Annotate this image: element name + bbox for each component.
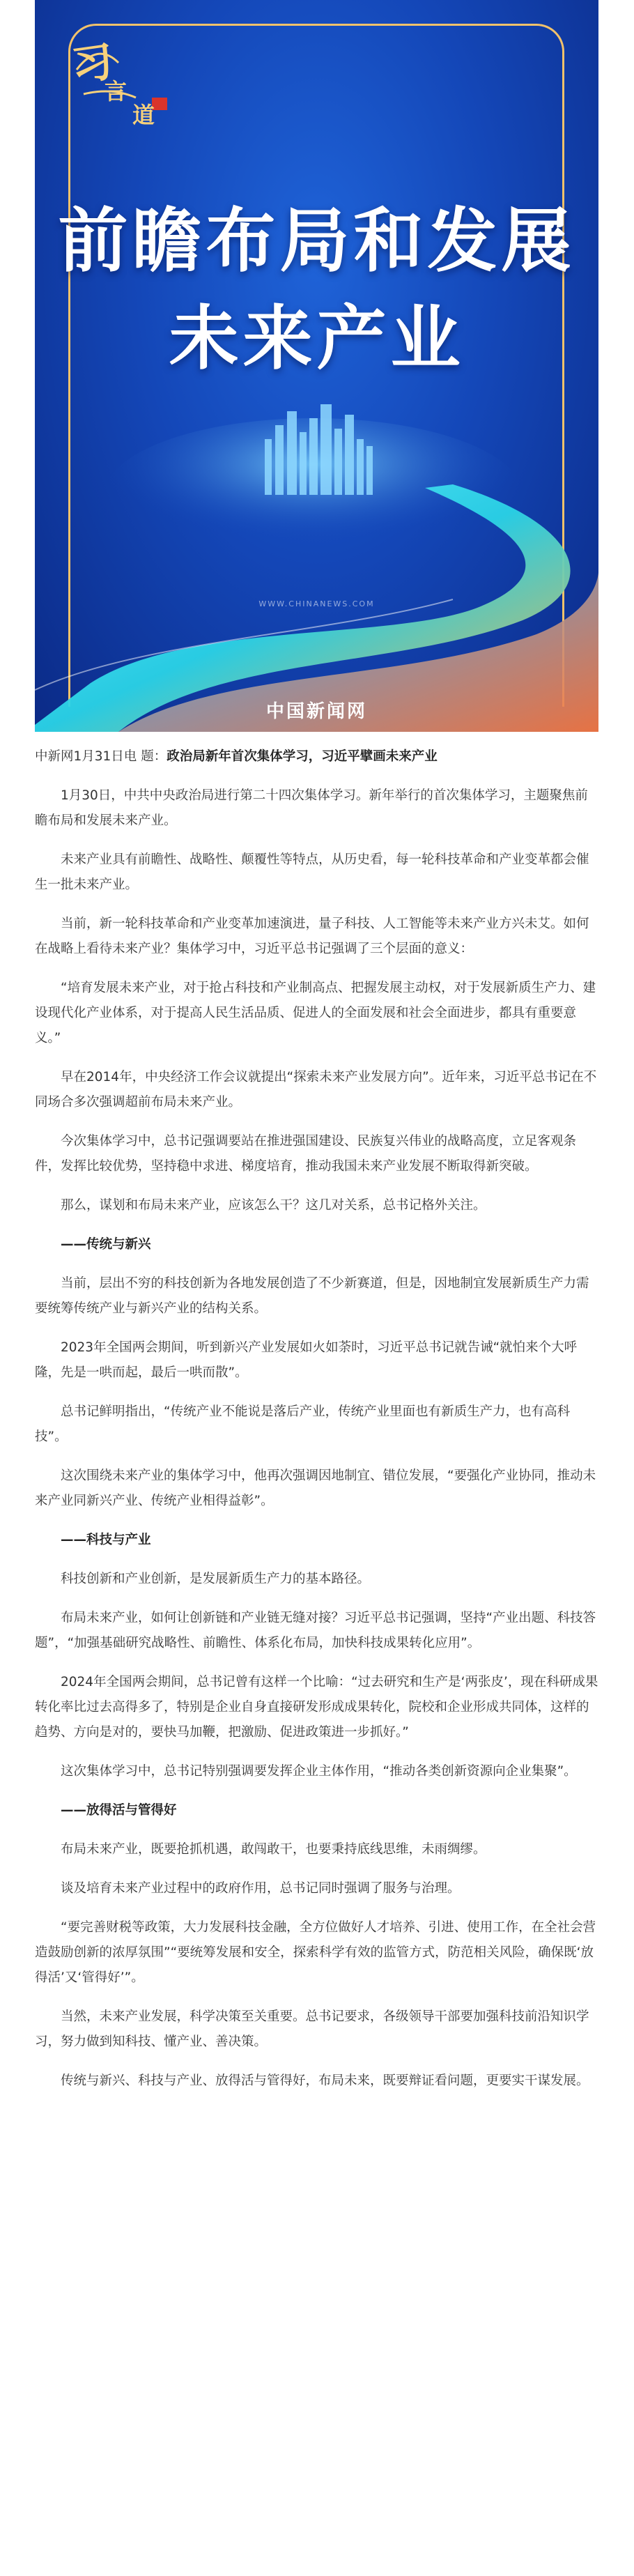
- article-paragraph: 2023年全国两会期间，听到新兴产业发展如火如荼时，习近平总书记就告诫“就怕来个大呼隆，先是一哄而起，最后一哄而散”。: [35, 1340, 578, 1380]
- logo-char-1: 习: [68, 37, 117, 91]
- article-paragraph: 传统与新兴、科技与产业、放得活与管得好，布局未来，既要辩证看问题，更要实干谋发展。: [61, 2073, 589, 2088]
- article-body: [35, 744, 599, 2108]
- article-paragraph: 谈及培育未来产业过程中的政府作用，总书记同时强调了服务与治理。: [61, 1881, 461, 1896]
- article-paragraph: 总书记鲜明指出，“传统产业不能说是落后产业，传统产业里面也有新质生产力，也有高科技”。: [35, 1404, 571, 1444]
- poster-image: [35, 0, 598, 732]
- dateline-prefix: 中新网1月31日电 题：: [35, 749, 167, 764]
- article-paragraph: “培育发展未来产业，对于抢占科技和产业制高点、把握发展主动权，对于发展新质生产力、建设现代化产业体系，对于提高人民生活品质、促进人的全面发展和社会全面进步，都具有重要意义。”: [35, 981, 596, 1045]
- article-paragraph: 1月30日，中共中央政治局进行第二十四次集体学习。新年举行的首次集体学习，主题聚焦前瞻布局和发展未来产业。: [35, 788, 588, 828]
- poster-title-line1: 前瞻布局和发展: [58, 200, 575, 282]
- poster-title-line2: 未来产业: [169, 298, 465, 379]
- article-paragraph: 早在2014年，中央经济工作会议就提出“探索未来产业发展方向”。近年来，习近平总书记在不同场合多次强调超前布局未来产业。: [35, 1070, 597, 1110]
- article-paragraph: 科技创新和产业创新，是发展新质生产力的基本路径。: [61, 1572, 371, 1586]
- city-road-illustration: [35, 390, 598, 732]
- article-headline: 政治局新年首次集体学习，习近平擘画未来产业: [167, 749, 438, 764]
- article-paragraph: 那么，谋划和布局未来产业，应该怎么干？这几对关系，总书记格外关注。: [61, 1198, 486, 1213]
- article-dateline: [35, 744, 599, 769]
- article-paragraph: 这次围绕未来产业的集体学习中，他再次强调因地制宜、错位发展，“要强化产业协同，推动未来产业同新兴产业、传统产业相得益彰”。: [35, 1469, 596, 1508]
- article-paragraph: 布局未来产业，既要抢抓机遇，敢闯敢干，也要秉持底线思维，未雨绸缪。: [61, 1842, 486, 1857]
- article-paragraph: 今次集体学习中，总书记强调要站在推进强国建设、民族复兴伟业的战略高度，立足客观条件，发挥比较优势，坚持稳中求进、梯度培育，推动我国未来产业发展不断取得新突破。: [35, 1134, 577, 1174]
- article-paragraph: 未来产业具有前瞻性、战略性、颠覆性等特点，从历史看，每一轮科技革命和产业变革都会催生一批未来产业。: [35, 852, 589, 892]
- article-paragraph: 当前，层出不穷的科技创新为各地发展创造了不少新赛道，但是，因地制宜发展新质生产力需要统筹传统产业与新兴产业的结构关系。: [35, 1276, 589, 1316]
- article-paragraph: 布局未来产业，如何让创新链和产业链无缝对接？习近平总书记强调，坚持“产业出题、科技答题”，“加强基础研究战略性、前瞻性、体系化布局，加快科技成果转化应用”。: [35, 1611, 596, 1650]
- article-paragraph: 这次集体学习中，总书记特别强调要发挥企业主体作用，“推动各类创新资源向企业集聚”。: [61, 1764, 577, 1779]
- logo-char-3: 道: [132, 102, 155, 128]
- section-heading: ——传统与新兴: [61, 1237, 151, 1252]
- section-heading: ——科技与产业: [61, 1533, 151, 1547]
- section-heading: ——放得活与管得好: [61, 1803, 177, 1818]
- article-paragraph: 当然，未来产业发展，科学决策至关重要。总书记要求，各级领导干部要加强科技前沿知识学习，努力做到知科技、懂产业、善决策。: [35, 2009, 589, 2049]
- logo-char-2: 言: [105, 78, 127, 105]
- article-paragraph: 当前，新一轮科技革命和产业变革加速演进，量子科技、人工智能等未来产业方兴未艾。如何在战略上看待未来产业？集体学习中，习近平总书记强调了三个层面的意义：: [35, 917, 589, 956]
- chinanews-logo: 中国新闻网: [265, 701, 367, 722]
- article-paragraph: 2024年全国两会期间，总书记曾有这样一个比喻：“过去研究和生产是‘两张皮’，现在科研成果转化率比过去高得多了，特别是企业自身直接研发形成成果转化，院校和企业形成共同体，这样的趋势、方向是对的，要快马加鞭，把激励、促进政策进一步抓好。”: [35, 1675, 598, 1740]
- article-paragraph: “要完善财税等政策，大力发展科技金融，全方位做好人才培养、引进、使用工作，在全社会营造鼓励创新的浓厚氛围”“要统筹发展和安全，探索科学有效的监管方式，防范相关风险，确保既‘放得活’又‘管得好’”。: [35, 1920, 596, 1985]
- article-paragraphs: [35, 783, 599, 2094]
- poster-watermark: WWW.CHINANEWS.COM: [258, 599, 375, 608]
